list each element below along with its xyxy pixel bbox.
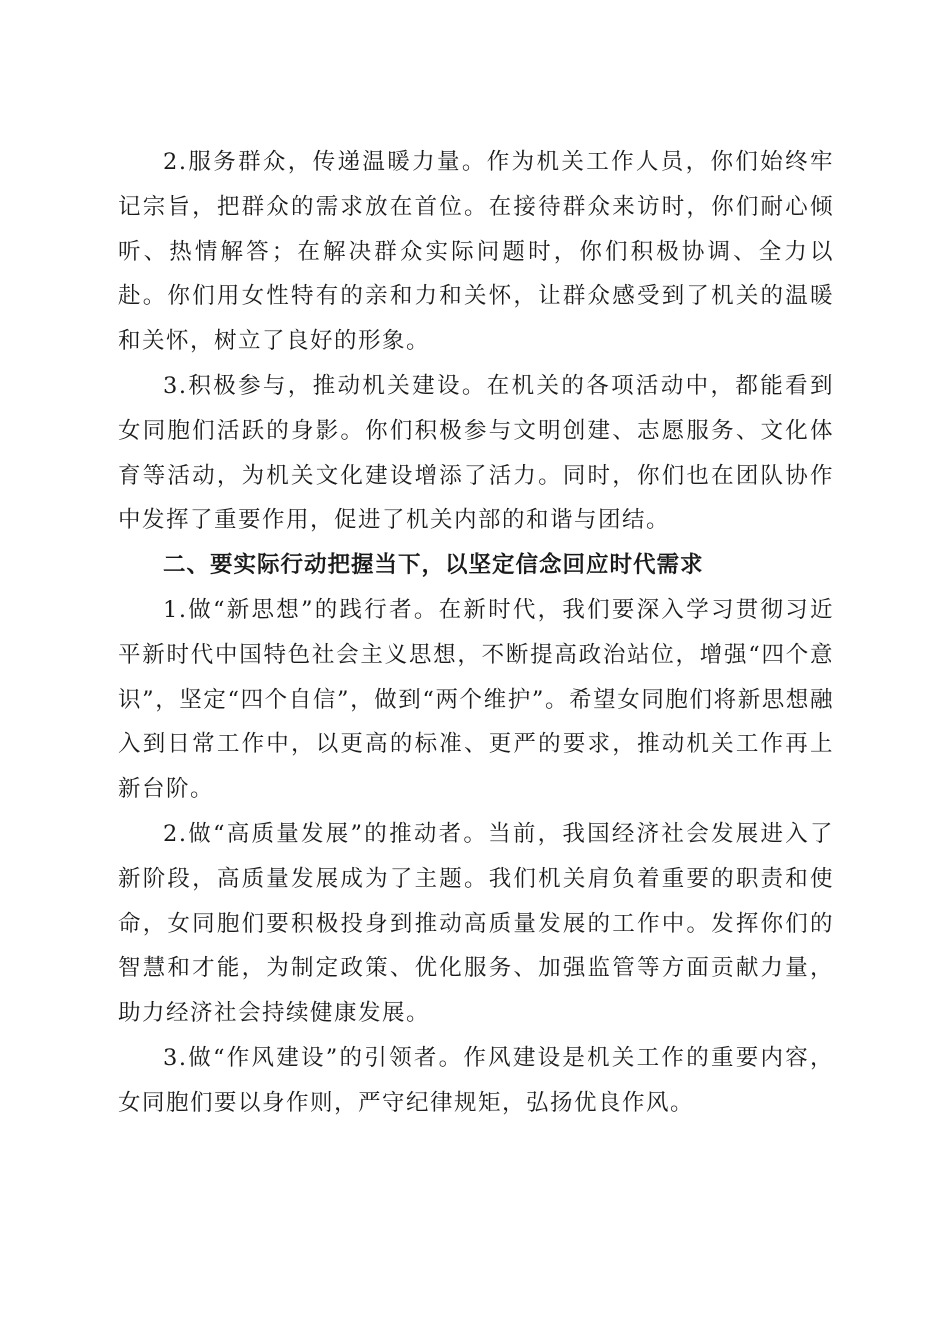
paragraph-serve-masses: 2.服务群众，传递温暖力量。作为机关工作人员，你们始终牢记宗旨，把群众的需求放在首位。在接待群众来访时，你们耐心倾听、热情解答；在解决群众实际问题时，你们积极协调、全力以赴。你们用女性特有的亲和力和关怀，让群众感受到了机关的温暖和关怀，树立了良好的形象。: [118, 149, 834, 355]
paragraph-work-style: 3.做“作风建设”的引领者。作风建设是机关工作的重要内容，女同胞们要以身作则，严守纪律规矩，弘扬优良作风。: [118, 1044, 834, 1116]
paragraph-high-quality-development: 2.做“高质量发展”的推动者。当前，我国经济社会发展进入了新阶段，高质量发展成为了主题。我们机关肩负着重要的职责和使命，女同胞们要积极投身到推动高质量发展的工作中。发挥你们的智慧和才能，为制定政策、优化服务、加强监管等方面贡献力量，助力经济社会持续健康发展。: [118, 820, 834, 1027]
paragraph-new-thought: 1.做“新思想”的践行者。在新时代，我们要深入学习贯彻习近平新时代中国特色社会主义思想，不断提高政治站位，增强“四个意识”，坚定“四个自信”，做到“两个维护”。希望女同胞们将新思想融入到日常工作中，以更高的标准、更严的要求，推动机关工作再上新台阶。: [118, 596, 834, 803]
document-body: [118, 140, 834, 1126]
section-heading-2: 二、要实际行动把握当下，以坚定信念回应时代需求: [163, 552, 704, 579]
paragraph-active-participation: 3.积极参与，推动机关建设。在机关的各项活动中，都能看到女同胞们活跃的身影。你们积极参与文明创建、志愿服务、文化体育等活动，为机关文化建设增添了活力。同时，你们也在团队协作中发挥了重要作用，促进了机关内部的和谐与团结。: [118, 372, 834, 534]
